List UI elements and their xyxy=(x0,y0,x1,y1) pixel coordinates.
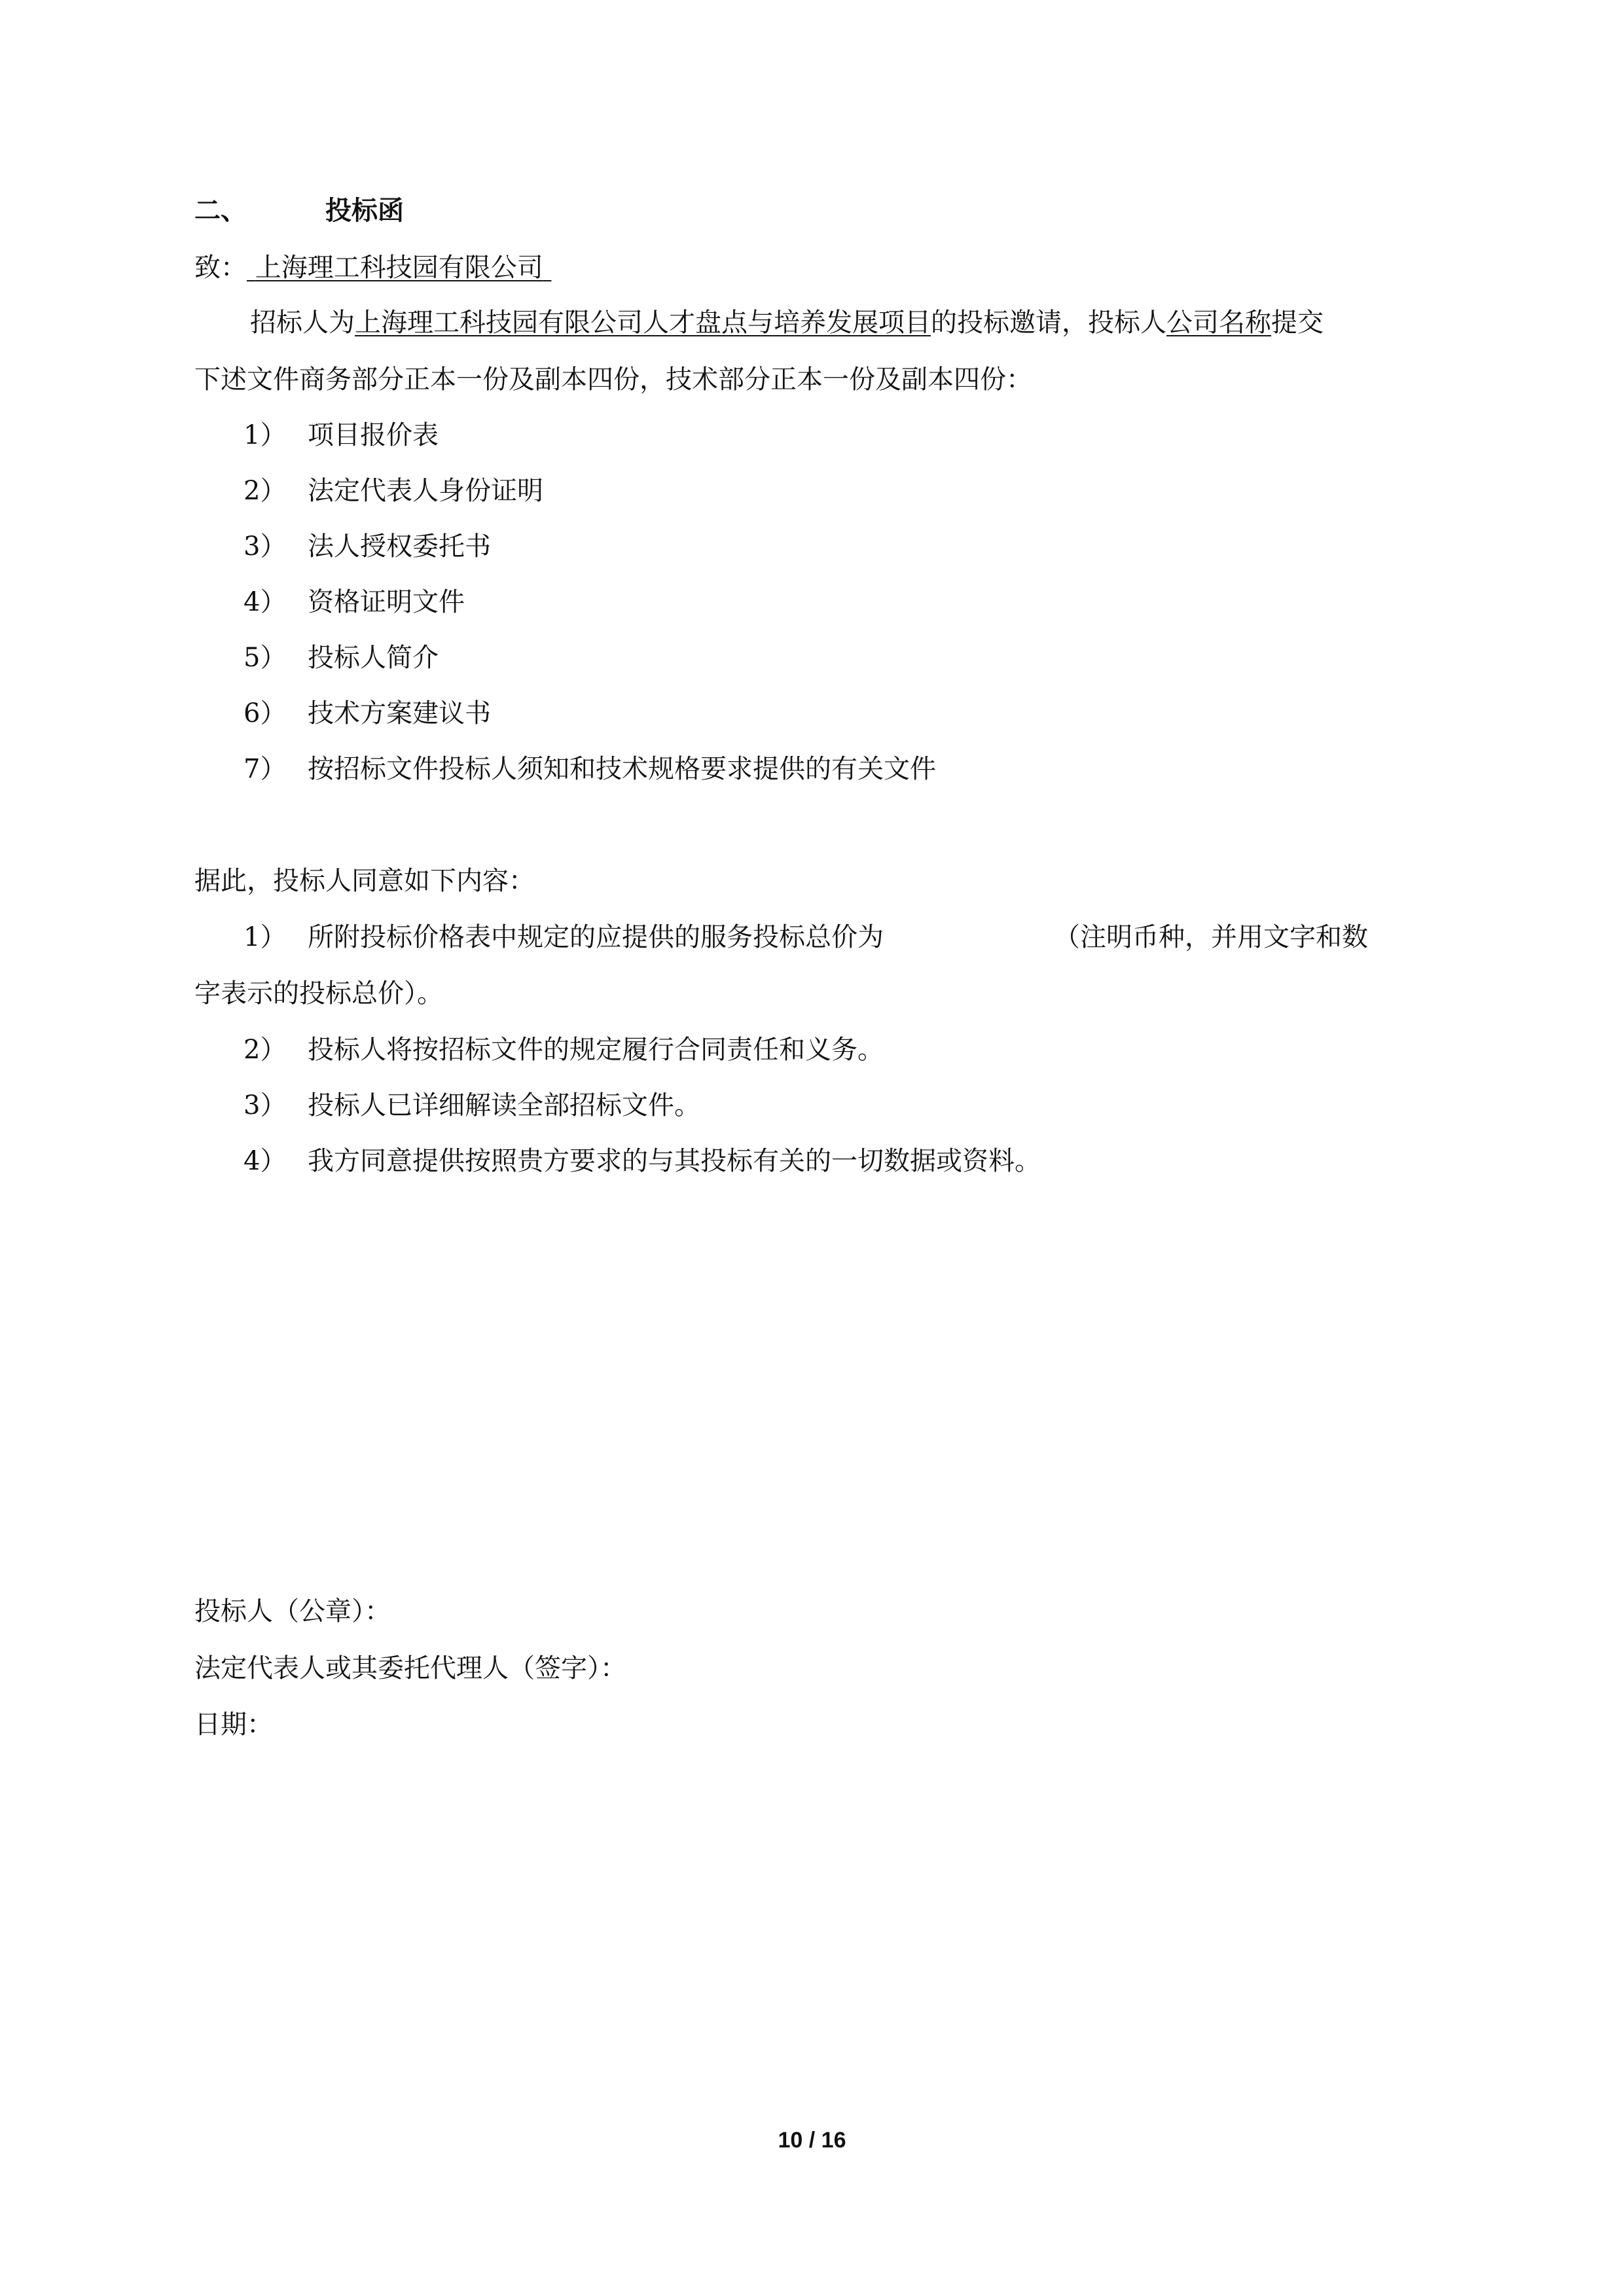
intro-line-2: 下述文件商务部分正本一份及副本四份，技术部分正本一份及副本四份： xyxy=(194,365,1032,395)
agreement-item: 3） 投标人已详细解读全部招标文件。 xyxy=(244,1090,700,1121)
section-title: 投标函 xyxy=(325,195,404,226)
signature-bidder: 投标人（公章）： xyxy=(194,1596,391,1626)
addressee-line xyxy=(194,252,551,283)
list-item: 6） 技术方案建议书 xyxy=(244,698,491,728)
section-number: 二、 xyxy=(194,195,247,226)
list-item: 1） 项目报价表 xyxy=(244,420,439,450)
agreement-intro: 据此，投标人同意如下内容： xyxy=(194,866,535,896)
addressee-prefix: 致： xyxy=(194,253,247,283)
page-number: 10 / 16 xyxy=(778,2128,846,2153)
section-heading xyxy=(194,195,404,226)
list-item: 4） 资格证明文件 xyxy=(244,587,465,617)
intro-line-1: 招标人为上海理工科技园有限公司人才盘点与培养发展项目的投标邀请，投标人公司名称提交 xyxy=(250,308,1324,338)
agreement-item: 1） 所附投标价格表中规定的应提供的服务投标总价为 （注明币种，并用文字和数 xyxy=(244,922,1368,952)
addressee-name: 上海理工科技园有限公司 xyxy=(255,253,543,283)
company-name-placeholder: 公司名称 xyxy=(1166,308,1271,338)
list-item: 7） 按招标文件投标人须知和技术规格要求提供的有关文件 xyxy=(244,754,936,784)
signature-representative: 法定代表人或其委托代理人（签字）： xyxy=(194,1653,626,1683)
agreement-item: 2） 投标人将按招标文件的规定履行合同责任和义务。 xyxy=(244,1035,884,1065)
list-item: 3） 法人授权委托书 xyxy=(244,531,491,562)
agreement-item: 4） 我方同意提供按照贵方要求的与其投标有关的一切数据或资料。 xyxy=(244,1146,1041,1176)
signature-date: 日期： xyxy=(194,1710,273,1740)
project-name: 上海理工科技园有限公司人才盘点与培养发展项目 xyxy=(355,308,931,338)
list-item: 5） 投标人简介 xyxy=(244,643,439,673)
agreement-item-continuation: 字表示的投标总价）。 xyxy=(194,978,443,1009)
list-item: 2） 法定代表人身份证明 xyxy=(244,476,543,506)
